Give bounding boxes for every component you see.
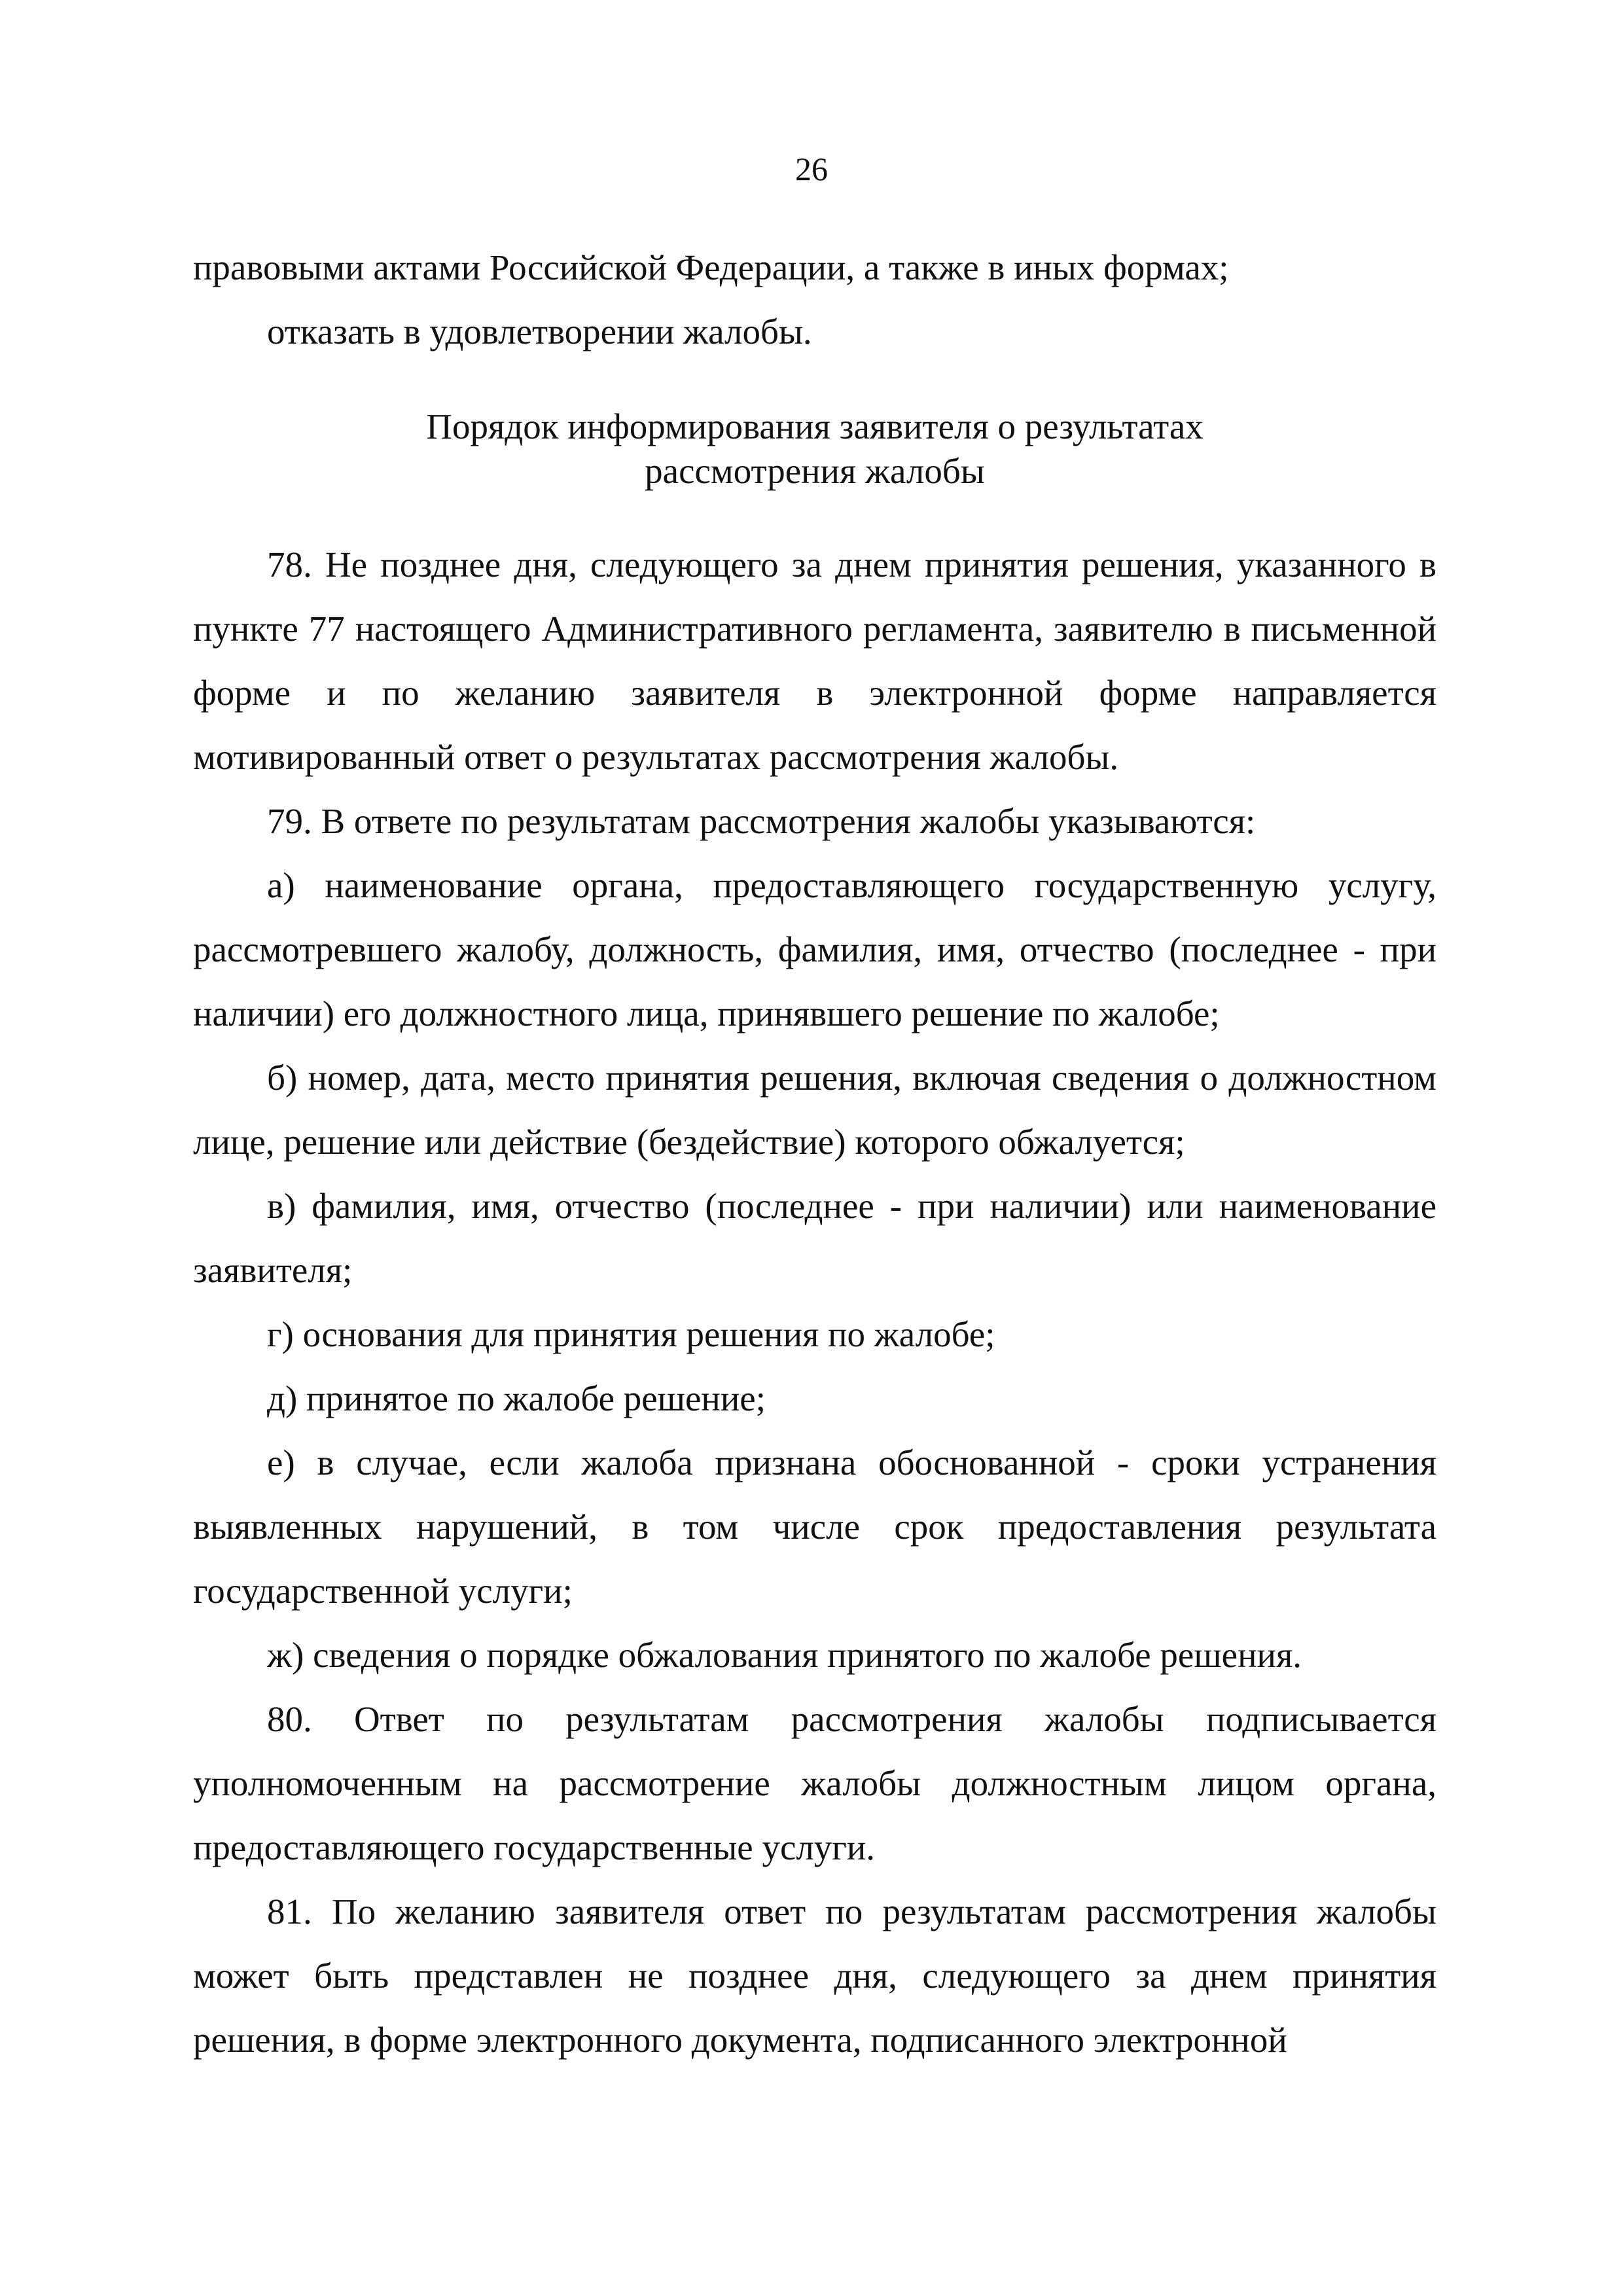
paragraph-78: 78. Не позднее дня, следующего за днем принятия решения, указанного в пункте 77 настоящего Административного регламента, заявителю в письменной форме и по желанию заявителя в электронной форме направляется мотивированный ответ о результатах рассмотрения жалобы. <box>193 545 1436 777</box>
paragraph-continuation: правовыми актами Российской Федерации, а также в иных формах; <box>193 247 1229 287</box>
paragraph-79-v: в) фамилия, имя, отчество (последнее - при наличии) или наименование заявителя; <box>193 1186 1436 1290</box>
paragraph-80: 80. Ответ по результатам рассмотрения жалобы подписывается уполномоченным на рассмотрение жалобы должностным лицом органа, предоставляющего государственные услуги. <box>193 1699 1436 1867</box>
paragraph-79-e: е) в случае, если жалоба признана обоснованной - сроки устранения выявленных нарушений, в том числе срок предоставления результата государственной услуги; <box>193 1443 1436 1611</box>
section-heading <box>193 404 1436 493</box>
section-heading-line-1: Порядок информирования заявителя о результатах <box>426 406 1204 446</box>
paragraph-refuse: отказать в удовлетворении жалобы. <box>267 312 812 351</box>
paragraph-79-g: г) основания для принятия решения по жалобе; <box>267 1314 995 1354</box>
paragraph-79-a: а) наименование органа, предоставляющего государственную услугу, рассмотревшего жалобу, должность, фамилия, имя, отчество (последнее - при наличии) его должностного лица, принявшего решение по жалобе; <box>193 865 1436 1033</box>
paragraph-79: 79. В ответе по результатам рассмотрения жалобы указываются: <box>267 801 1256 841</box>
paragraph-79-d: д) принятое по жалобе решение; <box>267 1378 766 1418</box>
document-body <box>193 236 1436 2072</box>
paragraph-79-b: б) номер, дата, место принятия решения, включая сведения о должностном лице, решение или действие (бездействие) которого обжалуется; <box>193 1058 1436 1162</box>
section-heading-line-2: рассмотрения жалобы <box>645 451 985 491</box>
paragraph-79-zh: ж) сведения о порядке обжалования принятого по жалобе решения. <box>267 1635 1302 1675</box>
page-number: 26 <box>795 151 828 187</box>
paragraph-81: 81. По желанию заявителя ответ по результатам рассмотрения жалобы может быть представлен не позднее дня, следующего за днем принятия решения, в форме электронного документа, подписанного электронной <box>193 1892 1436 2060</box>
